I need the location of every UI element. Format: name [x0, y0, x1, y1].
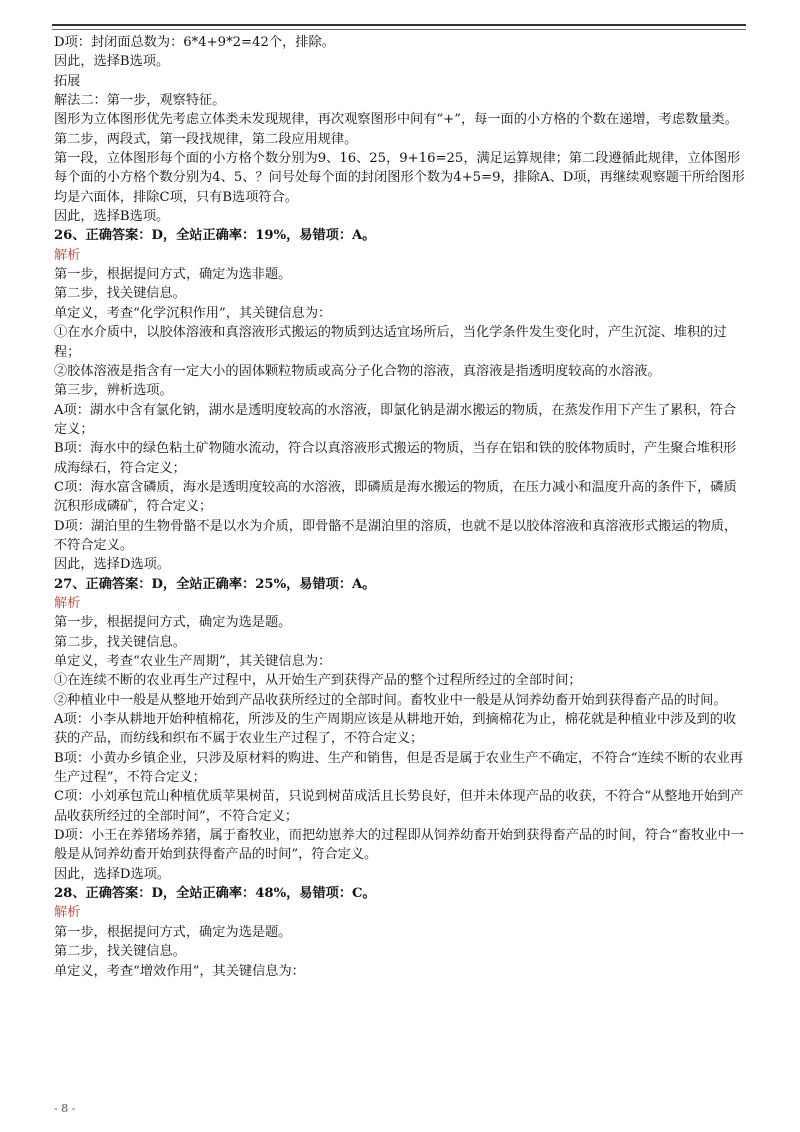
text-line: 第二步，找关键信息。: [54, 944, 186, 960]
header-rule-thin: [52, 29, 746, 30]
text-line: 解法二：第一步，观察特征。: [54, 93, 226, 109]
analysis-label: 解析: [54, 905, 81, 921]
text-line: 第一段，立体图形每个面的小方格个数分别为9、16、25，9+16=25，满足运算规律；第二段遵循此规律，立体图形每个面的小方格个数分别为4、5、？问号处每个面的封闭图形个数为4+5=9，排除A、D项，再继续观察题干所给图形均是六面体，排除C项，只有B选项符合。: [54, 151, 745, 205]
text-line: 第一步，根据提问方式，确定为选是题。: [54, 924, 292, 940]
header-rule-thick: [52, 24, 746, 26]
text-line: 因此，选择D选项。: [54, 866, 171, 882]
text-line: ①在水介质中，以胶体溶液和真溶液形式搬运的物质到达适宜场所后，当化学条件发生变化时，产生沉淀、堆积的过程；: [54, 325, 727, 360]
text-line: 第三步，辨析选项。: [54, 383, 173, 399]
text-line: A项：湖水中含有氯化钠，湖水是透明度较高的水溶液，即氯化钠是湖水搬运的物质，在蒸发作用下产生了累积，符合定义；: [54, 402, 737, 437]
text-line: D项：封闭面总数为：6*4+9*2=42个，排除。: [54, 35, 335, 50]
page-number: - 8 -: [54, 1102, 76, 1115]
text-line: 因此，选择D选项。: [54, 557, 171, 573]
text-line: 第一步，根据提问方式，确定为选是题。: [54, 615, 292, 631]
text-line: 因此，选择B选项。: [54, 209, 170, 225]
text-line: ②种植业中一般是从整地开始到产品收获所经过的全部时间。畜牧业中一般是从饲养幼畜开始到获得畜产品的时间。: [54, 692, 727, 708]
text-line: ②胶体溶液是指含有一定大小的固体颗粒物质或高分子化合物的溶液，真溶液是指透明度较高的水溶液。: [54, 363, 661, 379]
text-line: 第二步，找关键信息。: [54, 286, 186, 302]
text-line: 第二步，两段式，第一段找规律，第二段应用规律。: [54, 131, 358, 147]
analysis-label: 解析: [54, 595, 81, 611]
text-line: 单定义，考查“化学沉积作用”，其关键信息为：: [54, 305, 332, 321]
text-line: 第二步，找关键信息。: [54, 634, 186, 650]
text-line: D项：小王在养猪场养猪，属于畜牧业，而把幼崽养大的过程即从饲养幼畜开始到获得畜产品的时间，符合“畜牧业中一般是从饲养幼畜开始到获得畜产品的时间”，符合定义。: [54, 828, 744, 863]
text-line: B项：小黄办乡镇企业，只涉及原材料的购进、生产和销售，但是否是属于农业生产不确定，不符合“连续不断的农业再生产过程”，不符合定义；: [54, 750, 743, 786]
answer-heading-27: 27、正确答案：D，全站正确率：25%，易错项：A。: [54, 576, 376, 592]
analysis-label: 解析: [54, 247, 81, 263]
text-line: B项：海水中的绿色粘土矿物随水流动，符合以真溶液形式搬运的物质，当存在铝和铁的胶体物质时，产生聚合堆积形成海绿石，符合定义；: [54, 441, 737, 476]
text-line: C项：海水富含磷质，海水是透明度较高的水溶液，即磷质是海水搬运的物质，在压力减小和温度升高的条件下，磷质沉积形成磷矿，符合定义；: [54, 479, 737, 515]
text-line: 因此，选择B选项。: [54, 54, 170, 70]
answer-heading-28: 28、正确答案：D，全站正确率：48%，易错项：C。: [54, 886, 376, 902]
text-line: A项：小李从耕地开始种植棉花，所涉及的生产周期应该是从耕地开始，到摘棉花为止，棉花就是种植业中涉及到的收获的产品，而纺线和织布不属于农业生产过程了，不符合定义；: [54, 712, 737, 747]
text-line: 单定义，考查“增效作用”，其关键信息为：: [54, 963, 305, 979]
text-line: ①在连续不断的农业再生产过程中，从开始生产到获得产品的整个过程所经过的全部时间；: [54, 673, 582, 689]
section-label-extension: 拓展: [54, 73, 81, 89]
answer-heading-26: 26、正确答案：D，全站正确率：19%，易错项：A。: [54, 228, 376, 244]
text-line: D项：湖泊里的生物骨骼不是以水为介质，即骨骼不是湖泊里的溶质，也就不是以胶体溶液和真溶液形式搬运的物质，不符合定义。: [54, 518, 738, 553]
text-line: 单定义，考查“农业生产周期”，其关键信息为：: [54, 654, 332, 669]
text-line: 第一步，根据提问方式，确定为选非题。: [54, 267, 292, 283]
text-line: 图形为立体图形优先考虑立体类未发现规律，再次观察图形中间有“+”，每一面的小方格的个数在递增，考虑数量类。: [54, 112, 738, 128]
text-line: C项：小刘承包荒山种植优质苹果树苗，只说到树苗成活且长势良好，但并未体现产品的收获，不符合“从整地开始到产品收获所经过的全部时间”，不符合定义；: [54, 789, 744, 824]
document-body: [54, 33, 746, 981]
